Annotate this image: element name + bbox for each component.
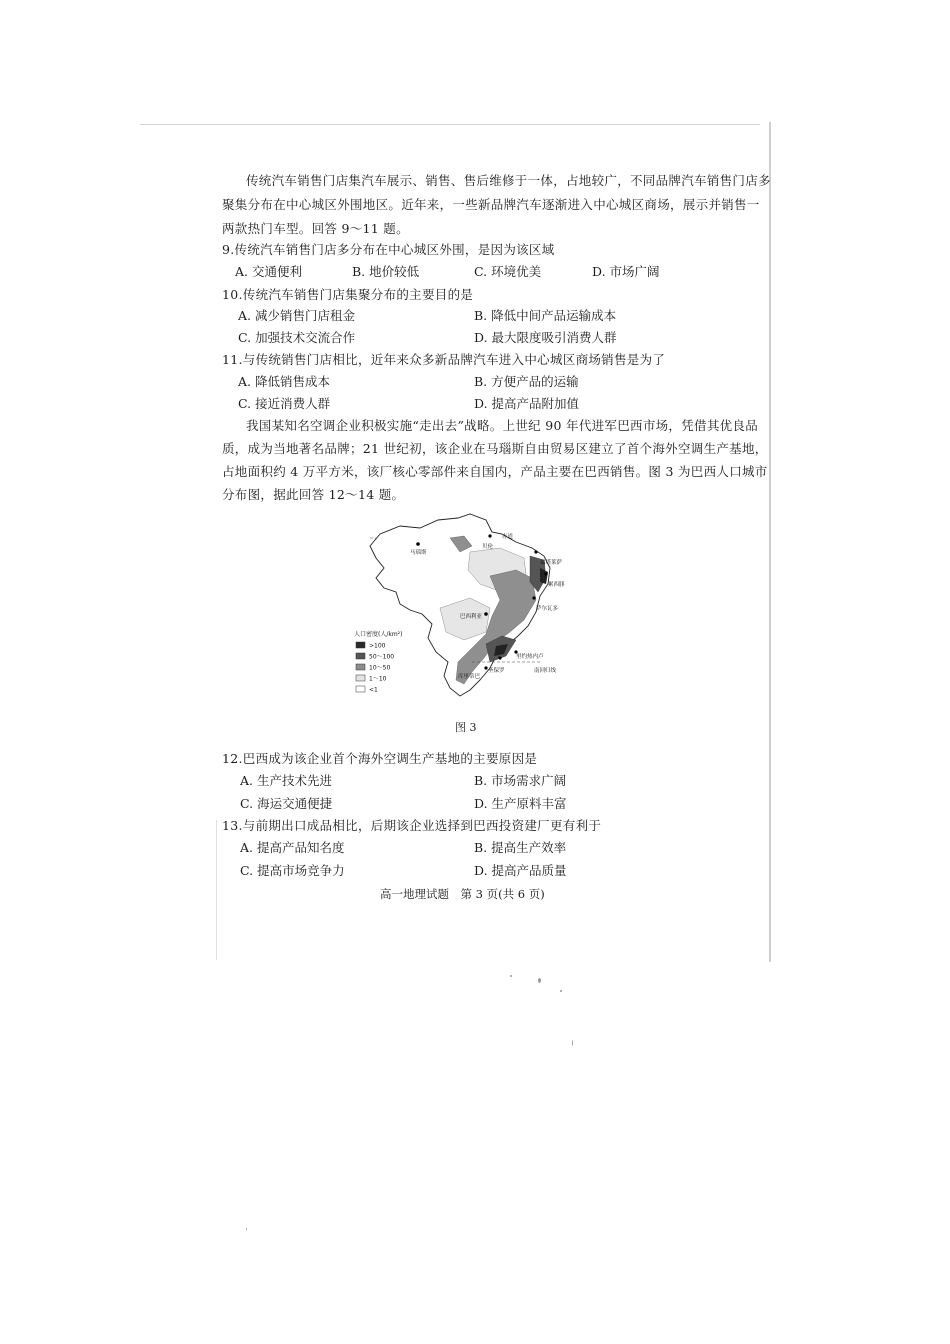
- scan-speck: [560, 990, 562, 992]
- city-recife: [544, 572, 547, 575]
- q12-option-a: A. 生产技术先进: [240, 773, 332, 788]
- passage2-line-1: 我国某知名空调企业积极实施“走出去”战略。上世纪 90 年代进军巴西市场，凭借其优良品: [246, 418, 759, 433]
- scan-speck: [246, 1228, 247, 1230]
- q13-stem: 13.与前期出口成品相比，后期该企业选择到巴西投资建厂更有利于: [222, 818, 602, 833]
- passage2-line-2: 质，成为当地著名品牌；21 世纪初，该企业在马瑙斯自由贸易区建立了首个海外空调生产基地，: [222, 441, 768, 456]
- q9-option-d: D. 市场广阔: [592, 264, 660, 279]
- q11-option-d: D. 提高产品附加值: [474, 396, 580, 411]
- legend-swatch: [356, 675, 365, 681]
- map-legend: [354, 630, 402, 694]
- legend-label: >100: [369, 642, 386, 650]
- label-recife: 累西腓: [548, 582, 565, 588]
- page-footer: 高一地理试题 第 3 页(共 6 页): [380, 887, 545, 901]
- figure-caption: 图 3: [455, 721, 477, 734]
- label-tropic: 南回归线: [534, 668, 557, 674]
- q12-option-c: C. 海运交通便捷: [240, 796, 333, 811]
- passage1-line-3: 两款热门车型。回答 9～11 题。: [222, 221, 409, 236]
- q10-option-c: C. 加强技术交流合作: [238, 330, 356, 345]
- city-belem: [488, 534, 491, 537]
- label-curitiba: 库里蒂巴: [458, 674, 481, 680]
- city-brasilia: [484, 612, 488, 616]
- q11-stem: 11.与传统销售门店相比，近年来众多新品牌汽车进入中心城区商场销售是为了: [222, 352, 666, 367]
- q9-option-a: A. 交通便利: [235, 264, 302, 279]
- label-equator: 赤道: [502, 534, 514, 540]
- label-fortaleza: 福塔莱萨: [540, 560, 563, 566]
- legend-label: 50～100: [369, 653, 395, 661]
- legend-label: 10～50: [369, 664, 391, 672]
- q13-option-c: C. 提高市场竞争力: [240, 863, 345, 878]
- q12-option-b: B. 市场需求广阔: [474, 773, 567, 788]
- q11-option-c: C. 接近消费人群: [238, 396, 331, 411]
- passage2-line-4: 分布图，据此回答 12～14 题。: [222, 487, 405, 502]
- label-salvador: 萨尔瓦多: [536, 606, 559, 612]
- q11-option-b: B. 方便产品的运输: [474, 374, 579, 389]
- passage2-line-3: 占地面积约 4 万平方米，该厂核心零部件来自国内，产品主要在巴西销售。图 3 为巴西人口城市: [222, 464, 768, 479]
- q12-option-d: D. 生产原料丰富: [474, 796, 567, 811]
- scan-speck: [538, 978, 541, 983]
- label-manaus: 马瑙斯: [410, 550, 427, 556]
- q9-stem: 9.传统汽车销售门店多分布在中心城区外围，是因为该区域: [222, 242, 555, 257]
- q9-option-c: C. 环境优美: [474, 264, 542, 279]
- city-fortaleza: [534, 550, 537, 553]
- q13-option-b: B. 提高生产效率: [474, 840, 567, 855]
- label-saopaulo: 圣保罗: [488, 668, 505, 674]
- q13-option-d: D. 提高产品质量: [474, 863, 567, 878]
- scan-speck: [572, 1040, 573, 1046]
- brazil-population-map: [340, 512, 610, 712]
- city-manaus: [416, 542, 420, 546]
- label-rio: 里约热内卢: [516, 654, 544, 660]
- q11-option-a: A. 降低销售成本: [238, 374, 330, 389]
- q10-option-d: D. 最大限度吸引消费人群: [474, 330, 617, 345]
- legend-label: 1～10: [369, 675, 387, 683]
- legend-title: 人口密度(人/km²): [354, 631, 403, 638]
- q10-stem: 10.传统汽车销售门店集聚分布的主要目的是: [222, 287, 474, 302]
- legend-swatch: [356, 664, 365, 670]
- q10-option-a: A. 减少销售门店租金: [238, 308, 355, 323]
- legend-swatch: [356, 686, 365, 692]
- passage1-line-2: 聚集分布在中心城区外围地区。近年来，一些新品牌汽车逐渐进入中心城区商场，展示并销售一: [222, 197, 760, 212]
- q13-option-a: A. 提高产品知名度: [240, 840, 345, 855]
- scan-speck: [510, 975, 512, 977]
- label-belem: 贝伦: [482, 544, 494, 550]
- legend-swatch: [356, 653, 365, 659]
- q9-option-b: B. 地价较低: [352, 264, 420, 279]
- legend-swatch: [356, 642, 365, 648]
- city-salvador: [532, 596, 535, 599]
- passage1-line-1: 传统汽车销售门店集汽车展示、销售、售后维修于一体，占地较广，不同品牌汽车销售门店多: [246, 173, 771, 188]
- q10-option-b: B. 降低中间产品运输成本: [474, 308, 617, 323]
- label-brasilia: 巴西利亚: [460, 614, 483, 620]
- city-saopaulo: [498, 656, 501, 659]
- q12-stem: 12.巴西成为该企业首个海外空调生产基地的主要原因是: [222, 751, 538, 766]
- legend-label: <1: [369, 686, 378, 694]
